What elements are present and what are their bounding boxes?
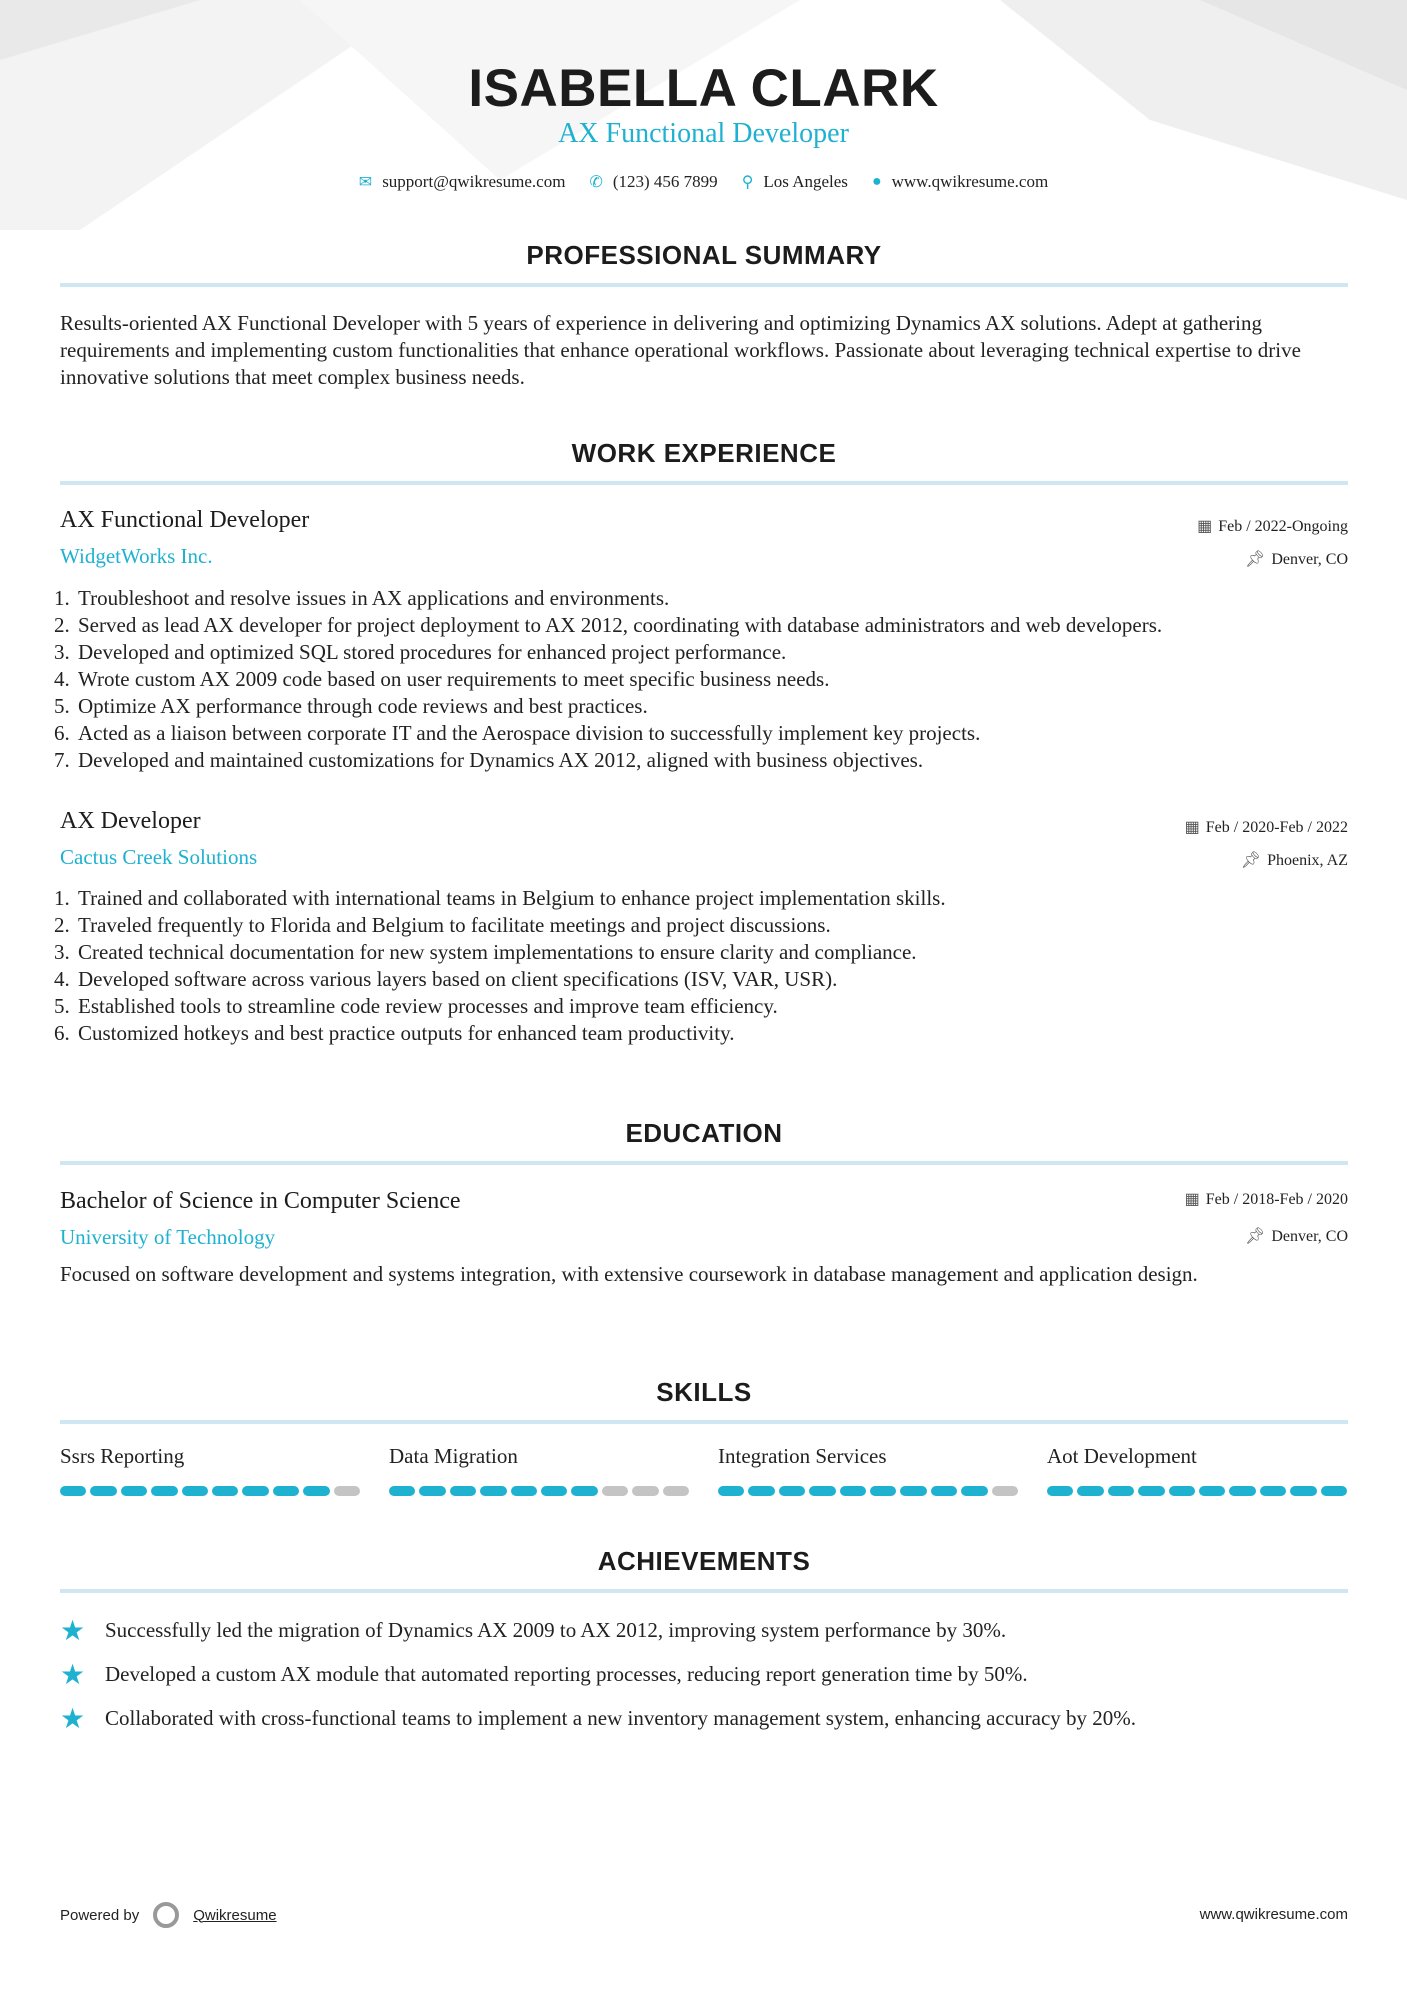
skill-segment: [121, 1486, 147, 1496]
location-text: Denver, CO: [1271, 1228, 1348, 1245]
achievement-text: Developed a custom AX module that automated reporting processes, reducing report generation time by 50%.: [105, 1662, 1028, 1686]
skill-level-bar: [60, 1486, 360, 1496]
list-item: 7. Developed and maintained customizations for Dynamics AX 2012, aligned with business objectives.: [54, 748, 924, 772]
skill-item: [60, 1444, 360, 1496]
list-item: 4. Wrote custom AX 2009 code based on user requirements to meet specific business needs.: [54, 667, 830, 691]
skill-segment: [870, 1486, 896, 1496]
skill-segment: [90, 1486, 116, 1496]
pin-icon: 📌︎: [1245, 1228, 1266, 1245]
skill-level-bar: [1047, 1486, 1347, 1496]
skill-segment: [541, 1486, 567, 1496]
skill-segment: [1047, 1486, 1073, 1496]
skill-segment: [1290, 1486, 1316, 1496]
envelope-icon: ✉: [358, 174, 373, 191]
footer-site[interactable]: www.qwikresume.com: [1199, 1906, 1348, 1923]
divider: [60, 481, 1348, 485]
skill-name: Data Migration: [389, 1444, 518, 1468]
skill-segment: [273, 1486, 299, 1496]
list-item: 5. Optimize AX performance through code reviews and best practices.: [54, 694, 648, 718]
job-bullets: [54, 585, 1354, 774]
skill-segment: [571, 1486, 597, 1496]
skill-name: Ssrs Reporting: [60, 1444, 185, 1468]
skill-segment: [1260, 1486, 1286, 1496]
skill-segment: [303, 1486, 329, 1496]
skill-segment: [419, 1486, 445, 1496]
skill-segment: [779, 1486, 805, 1496]
list-item: 6. Acted as a liaison between corporate IT and the Aerospace division to successfully implement key projects.: [54, 721, 981, 745]
skill-segment: [809, 1486, 835, 1496]
pin-icon: 📌︎: [1245, 551, 1266, 568]
brand-link[interactable]: Qwikresume: [193, 1906, 277, 1924]
job-title: AX Functional Developer: [60, 507, 310, 533]
section-heading-skills: SKILLS: [656, 1377, 752, 1407]
contact-bar: [0, 172, 1407, 192]
skill-segment: [212, 1486, 238, 1496]
job-location: [1241, 850, 1348, 870]
skill-segment: [480, 1486, 506, 1496]
skill-segment: [1321, 1486, 1347, 1496]
education-description: Focused on software development and systems integration, with extensive coursework in database management and application design.: [60, 1262, 1198, 1286]
divider: [60, 1161, 1348, 1165]
section-heading-education: EDUCATION: [625, 1118, 783, 1148]
skill-item: [1047, 1444, 1347, 1496]
skill-level-bar: [718, 1486, 1018, 1496]
skill-segment: [748, 1486, 774, 1496]
skill-segment: [840, 1486, 866, 1496]
skill-segment: [900, 1486, 926, 1496]
pin-icon: 📌︎: [1240, 852, 1262, 869]
summary-text: Results-oriented AX Functional Developer with 5 years of experience in delivering and optimizing Dynamics AX solutions. Adept at gathering requirements and implementing custom functionalities that enhance operational workflows. Passionate about leveraging technical expertise to drive innovative solutions that meet complex business needs.: [60, 311, 1301, 389]
list-item: 1. Trained and collaborated with international teams in Belgium to enhance project implementation skills.: [54, 886, 946, 910]
skill-segment: [450, 1486, 476, 1496]
candidate-name: ISABELLA CLARK: [468, 59, 939, 118]
degree-title: Bachelor of Science in Computer Science: [60, 1188, 461, 1214]
list-item: 5. Established tools to streamline code review processes and improve team efficiency.: [54, 994, 778, 1018]
skill-segment: [1229, 1486, 1255, 1496]
divider: [60, 1589, 1348, 1593]
website[interactable]: www.qwikresume.com: [891, 172, 1049, 191]
education-location: [1245, 1226, 1348, 1246]
dates-text: Feb / 2018-Feb / 2020: [1205, 1191, 1348, 1208]
section-heading-experience: WORK EXPERIENCE: [571, 438, 837, 468]
powered-by-label: Powered by: [60, 1906, 140, 1924]
job-location: [1245, 549, 1348, 569]
skill-segment: [60, 1486, 86, 1496]
skill-segment: [242, 1486, 268, 1496]
company-name: WidgetWorks Inc.: [60, 544, 213, 568]
list-item: 1. Troubleshoot and resolve issues in AX applications and environments.: [54, 586, 670, 610]
skill-segment: [1077, 1486, 1103, 1496]
job-dates: [1185, 817, 1348, 837]
star-icon: ★: [60, 1614, 86, 1647]
email[interactable]: support@qwikresume.com: [382, 172, 566, 191]
calendar-icon: ▦: [1197, 518, 1213, 535]
list-item: 6. Customized hotkeys and best practice outputs for enhanced team productivity.: [54, 1021, 735, 1045]
phone: (123) 456 7899: [612, 172, 718, 191]
skill-segment: [602, 1486, 628, 1496]
dates-text: Feb / 2022-Ongoing: [1218, 518, 1348, 535]
qwikresume-logo-icon: [153, 1902, 179, 1928]
education-dates: [1185, 1189, 1348, 1209]
skill-segment: [663, 1486, 689, 1496]
section-heading-summary: PROFESSIONAL SUMMARY: [526, 240, 882, 270]
skill-segment: [931, 1486, 957, 1496]
skill-name: Aot Development: [1047, 1444, 1197, 1468]
achievement-text: Successfully led the migration of Dynamics AX 2009 to AX 2012, improving system performance by 30%.: [105, 1618, 1007, 1642]
globe-icon: ●: [871, 173, 882, 190]
location-text: Denver, CO: [1271, 551, 1348, 568]
achievement-item: [60, 1702, 1136, 1735]
skill-segment: [182, 1486, 208, 1496]
list-item: 2. Served as lead AX developer for project deployment to AX 2012, coordinating with database administrators and web developers.: [54, 613, 1163, 637]
list-item: 3. Created technical documentation for new system implementations to ensure clarity and compliance.: [54, 940, 917, 964]
company-name: Cactus Creek Solutions: [60, 845, 258, 869]
skill-segment: [334, 1486, 360, 1496]
skill-segment: [511, 1486, 537, 1496]
phone-icon: ✆: [589, 174, 603, 191]
dates-text: Feb / 2020-Feb / 2022: [1205, 819, 1348, 836]
star-icon: ★: [60, 1702, 86, 1735]
calendar-icon: ▦: [1184, 819, 1200, 836]
skill-segment: [992, 1486, 1018, 1496]
star-icon: ★: [60, 1658, 86, 1691]
job-bullets: [54, 885, 1354, 1047]
skill-segment: [1169, 1486, 1195, 1496]
job-dates: [1197, 516, 1348, 536]
skill-segment: [1199, 1486, 1225, 1496]
calendar-icon: ▦: [1184, 1191, 1200, 1208]
location: Los Angeles: [763, 172, 848, 191]
skill-segment: [718, 1486, 744, 1496]
skill-item: [389, 1444, 689, 1496]
achievement-text: Collaborated with cross-functional teams to implement a new inventory management system, enhancing accuracy by 20%.: [105, 1706, 1137, 1730]
achievement-item: [60, 1614, 1006, 1647]
divider: [60, 283, 1348, 287]
skill-segment: [151, 1486, 177, 1496]
job-title: AX Developer: [60, 808, 201, 834]
skill-segment: [1138, 1486, 1164, 1496]
list-item: 4. Developed software across various layers based on client specifications (ISV, VAR, USR).: [54, 967, 838, 991]
footer-powered: [60, 1902, 277, 1928]
list-item: 2. Traveled frequently to Florida and Belgium to facilitate meetings and project discussions.: [54, 913, 831, 937]
achievement-item: [60, 1658, 1028, 1691]
skill-segment: [389, 1486, 415, 1496]
candidate-title: AX Functional Developer: [558, 118, 849, 149]
skill-segment: [632, 1486, 658, 1496]
divider: [60, 1420, 1348, 1424]
skill-segment: [961, 1486, 987, 1496]
skill-name: Integration Services: [718, 1444, 887, 1468]
skill-segment: [1108, 1486, 1134, 1496]
section-heading-achievements: ACHIEVEMENTS: [597, 1546, 811, 1576]
skill-item: [718, 1444, 1018, 1496]
skill-level-bar: [389, 1486, 689, 1496]
location-text: Phoenix, AZ: [1267, 852, 1348, 869]
map-pin-icon: ⚲: [741, 174, 754, 191]
list-item: 3. Developed and optimized SQL stored procedures for enhanced project performance.: [54, 640, 787, 664]
school-name: University of Technology: [60, 1225, 276, 1249]
